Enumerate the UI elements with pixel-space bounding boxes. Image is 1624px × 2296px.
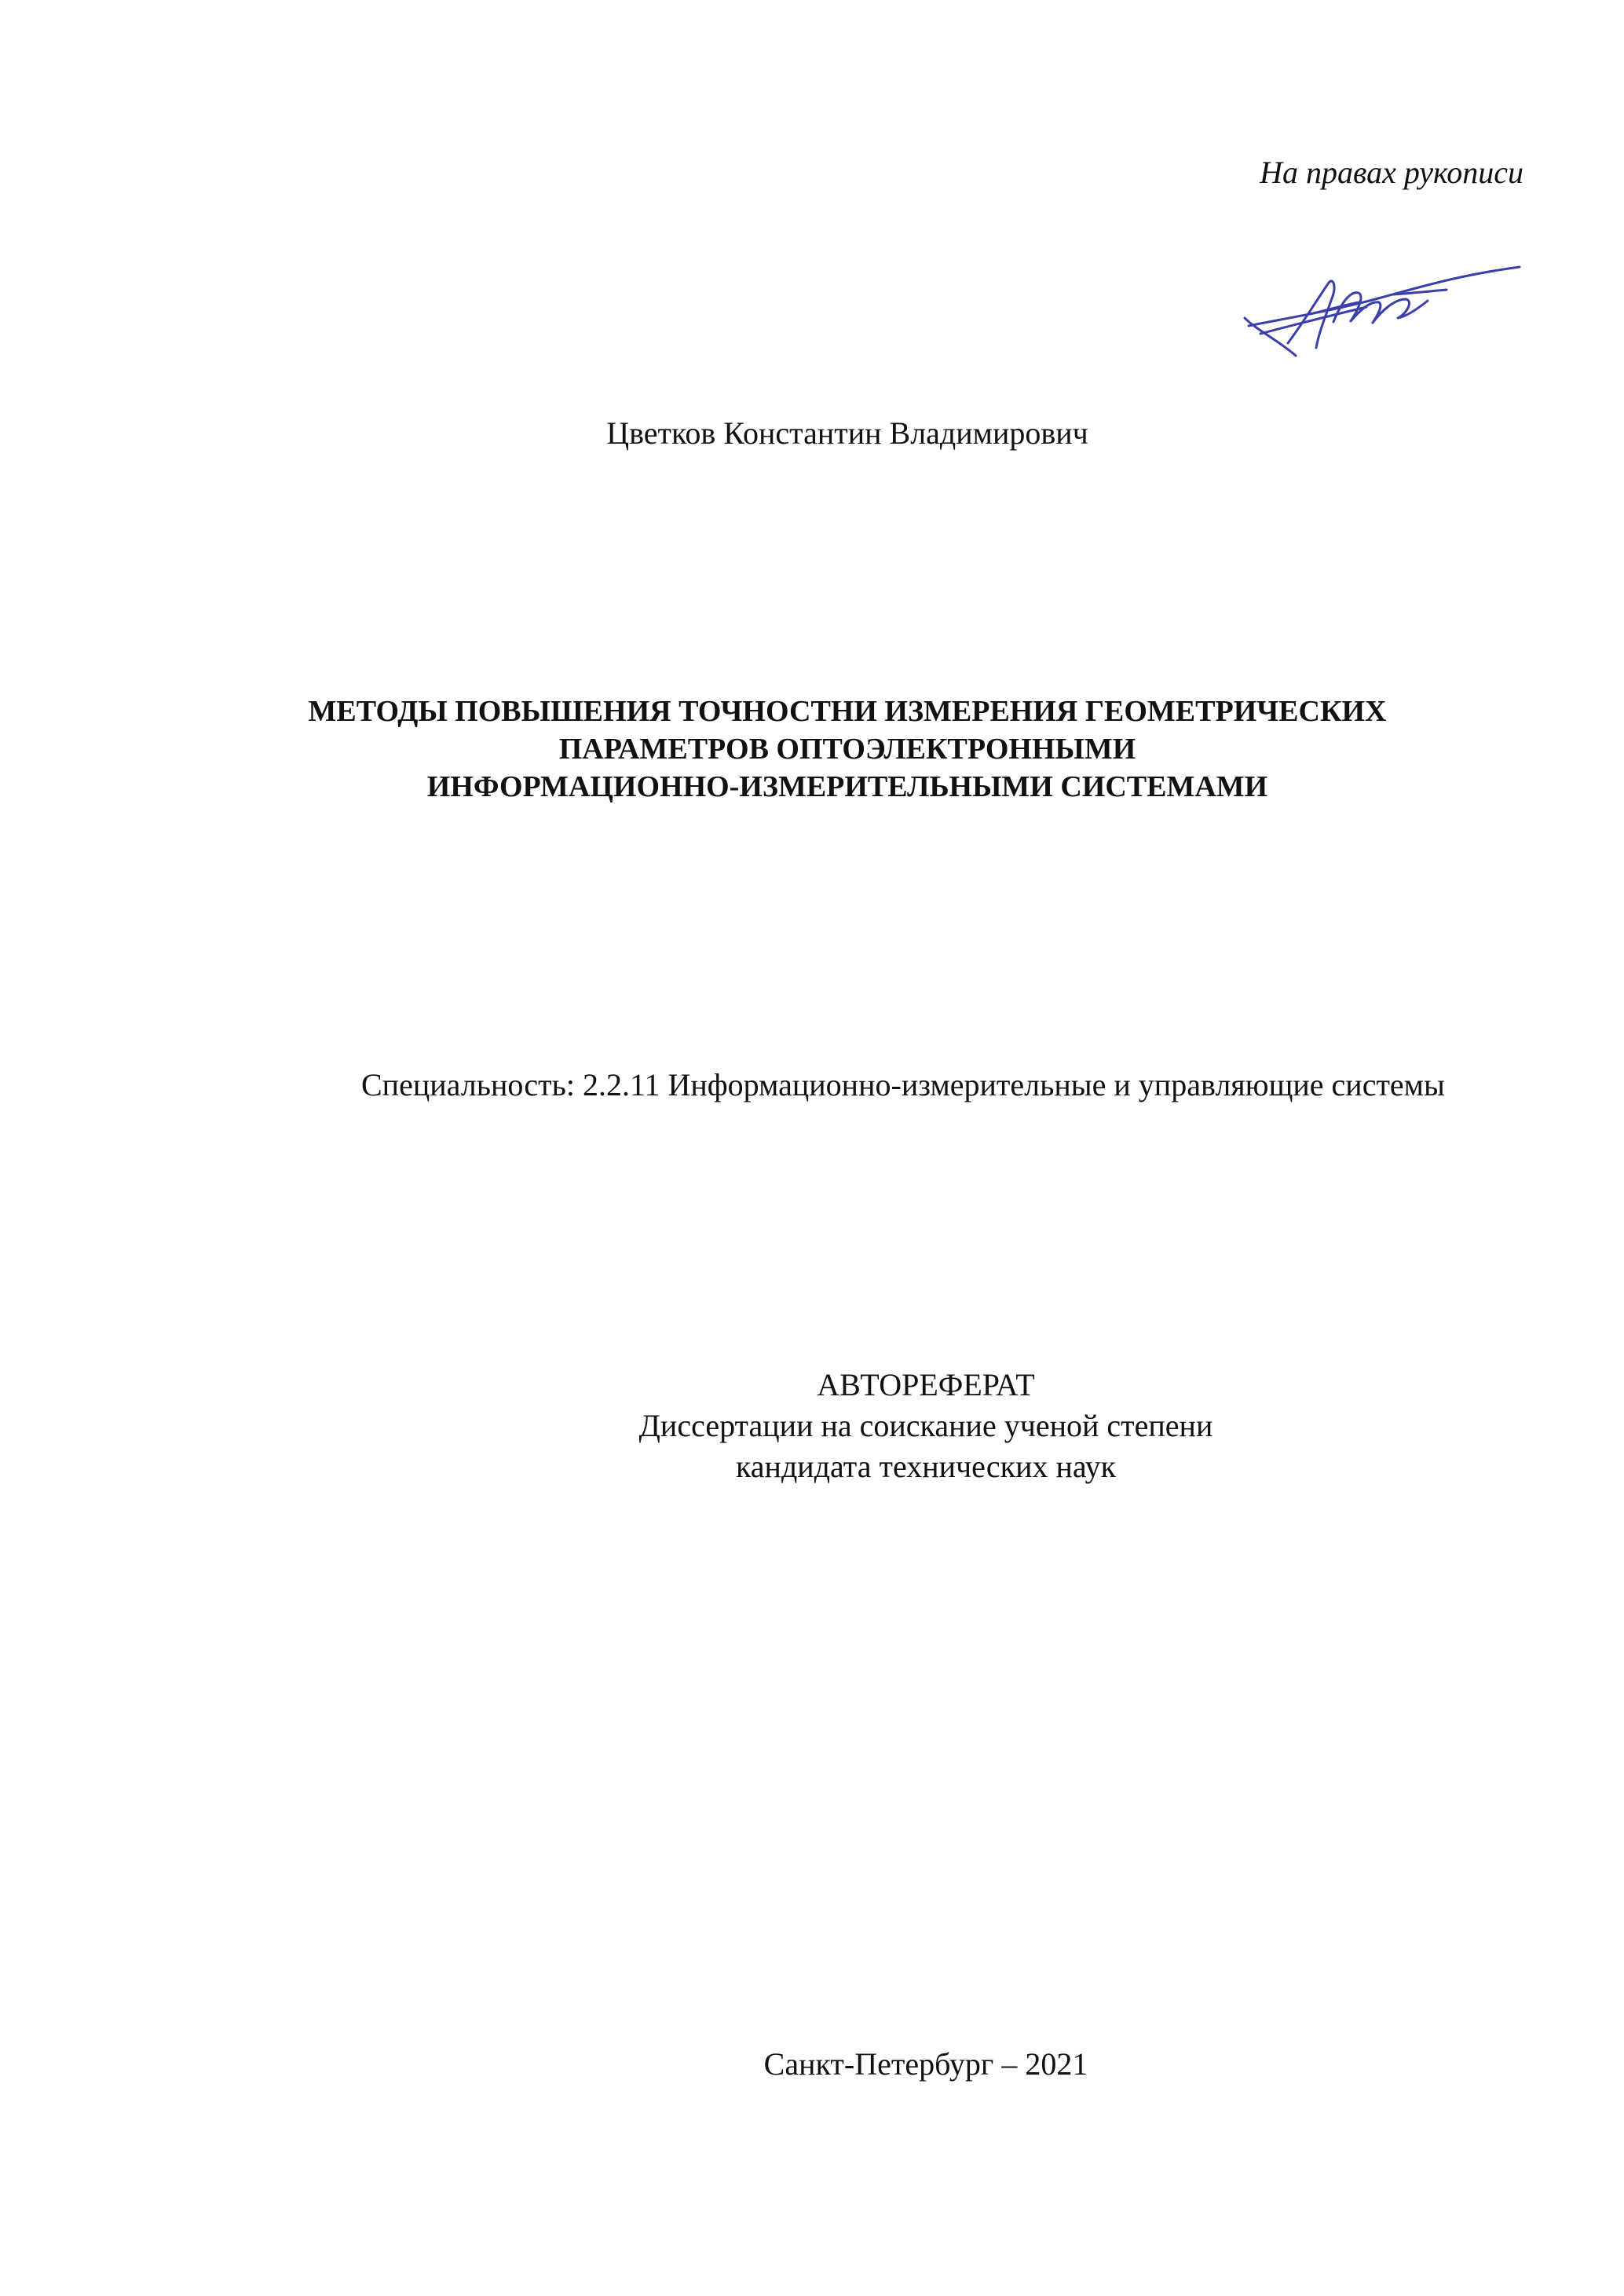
title-line: ИНФОРМАЦИОННО-ИЗМЕРИТЕЛЬНЫМИ СИСТЕМАМИ bbox=[426, 770, 1268, 803]
specialty: Специальность: 2.2.11 Информационно-измерительные и управляющие системы bbox=[361, 1067, 1445, 1102]
abstract-block bbox=[0, 1365, 1624, 1487]
city-year: Санкт-Петербург – 2021 bbox=[763, 2046, 1088, 2082]
abstract-heading: АВТОРЕФЕРАТ bbox=[817, 1367, 1035, 1402]
rights-note: На правах рукописи bbox=[1260, 155, 1523, 190]
abstract-line: Диссертации на соискание ученой степени bbox=[638, 1408, 1213, 1443]
author-name: Цветков Константин Владимирович bbox=[606, 415, 1088, 451]
title-line: ПАРАМЕТРОВ ОПТОЭЛЕКТРОННЫМИ bbox=[558, 733, 1136, 766]
signature-icon bbox=[1241, 255, 1523, 361]
abstract-line: кандидата технических наук bbox=[735, 1449, 1117, 1484]
dissertation-title bbox=[0, 693, 1624, 806]
title-line: МЕТОДЫ ПОВЫШЕНИЯ ТОЧНОСТНИ ИЗМЕРЕНИЯ ГЕОМЕТРИЧЕСКИХ bbox=[308, 695, 1387, 728]
